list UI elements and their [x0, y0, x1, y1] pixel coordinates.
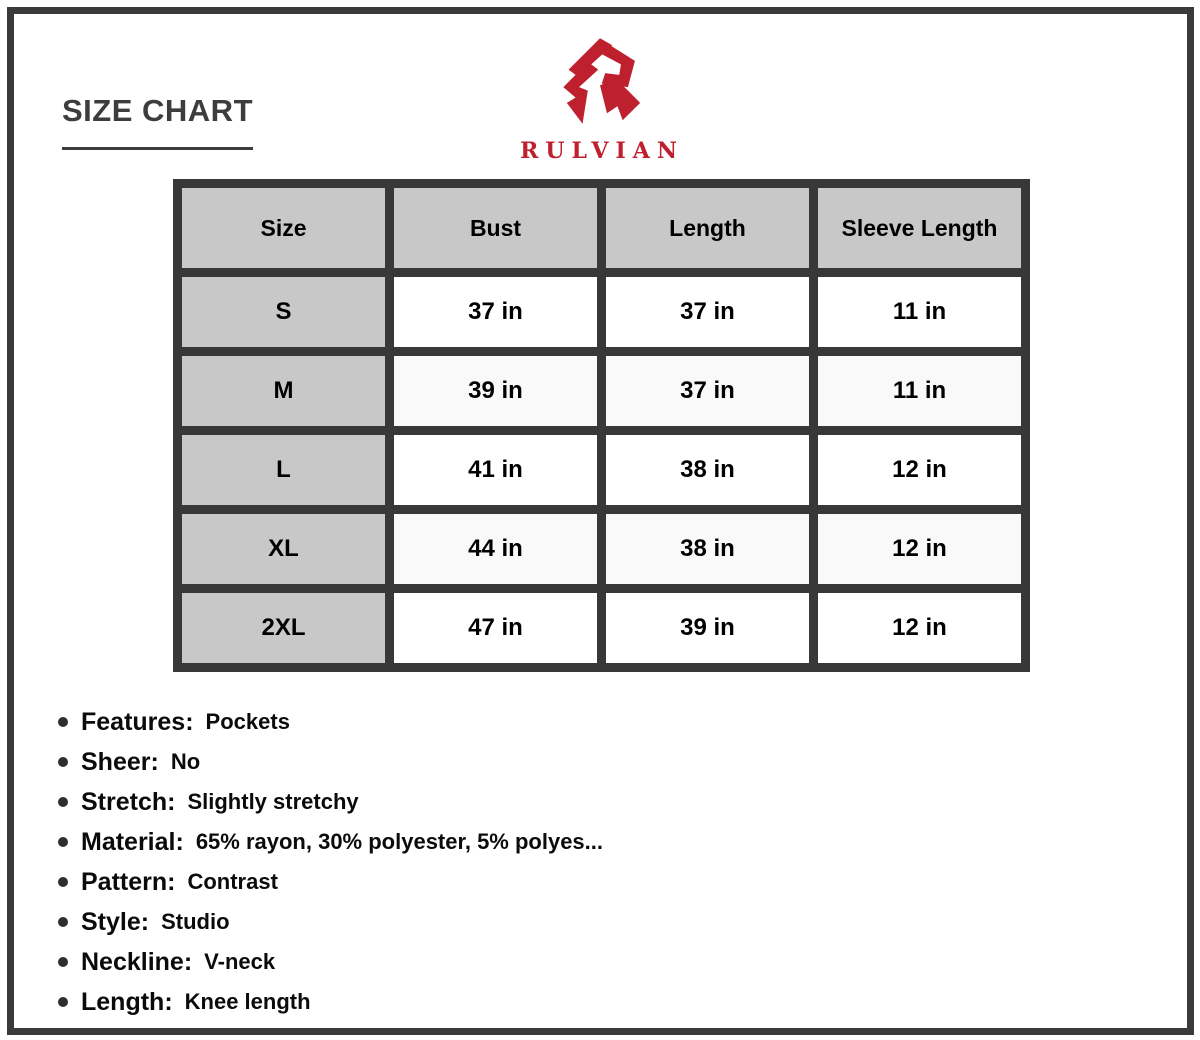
sleeve-length-cell: 12 in	[818, 593, 1021, 663]
column-header-length: Length	[606, 188, 809, 268]
detail-value: Contrast	[187, 869, 278, 894]
table-row-m	[182, 356, 1021, 426]
table-header-row	[182, 188, 1021, 268]
detail-value: Studio	[161, 909, 230, 934]
length-cell: 37 in	[606, 356, 809, 426]
bust-cell: 39 in	[394, 356, 597, 426]
sleeve-length-cell: 11 in	[818, 277, 1021, 347]
size-chart-table	[173, 179, 1030, 672]
sleeve-length-cell: 12 in	[818, 514, 1021, 584]
bullet-icon	[58, 717, 68, 727]
bullet-icon	[58, 917, 68, 927]
bullet-icon	[58, 957, 68, 967]
table-row-2xl	[182, 593, 1021, 663]
size-row-header: L	[182, 435, 385, 505]
bust-cell: 37 in	[394, 277, 597, 347]
detail-label: Sheer:	[81, 747, 159, 776]
brand-name: RULVIAN	[520, 138, 684, 164]
page-title: SIZE CHART	[62, 93, 253, 128]
product-details-list	[58, 702, 603, 1022]
detail-item-stretch	[58, 782, 603, 822]
detail-value: Slightly stretchy	[187, 789, 359, 814]
rulvian-logo-icon	[556, 33, 644, 129]
bullet-icon	[58, 877, 68, 887]
detail-label: Stretch:	[81, 787, 176, 816]
column-header-sleeve-length: Sleeve Length	[818, 188, 1021, 268]
detail-label: Length:	[81, 987, 173, 1016]
size-row-header: 2XL	[182, 593, 385, 663]
detail-label: Material:	[81, 827, 184, 856]
bullet-icon	[58, 757, 68, 767]
detail-value: No	[170, 749, 201, 774]
table-row-l	[182, 435, 1021, 505]
detail-item-material	[58, 822, 603, 862]
detail-item-neckline	[58, 942, 603, 982]
size-row-header: M	[182, 356, 385, 426]
detail-item-features	[58, 702, 603, 742]
bust-cell: 44 in	[394, 514, 597, 584]
size-row-header: XL	[182, 514, 385, 584]
size-row-header: S	[182, 277, 385, 347]
table-row-xl	[182, 514, 1021, 584]
column-header-size: Size	[182, 188, 385, 268]
bullet-icon	[58, 997, 68, 1007]
detail-label: Pattern:	[81, 867, 176, 896]
column-header-bust: Bust	[394, 188, 597, 268]
sleeve-length-cell: 11 in	[818, 356, 1021, 426]
bullet-icon	[58, 797, 68, 807]
detail-label: Features:	[81, 707, 194, 736]
table-row-s	[182, 277, 1021, 347]
length-cell: 37 in	[606, 277, 809, 347]
detail-item-pattern	[58, 862, 603, 902]
sleeve-length-cell: 12 in	[818, 435, 1021, 505]
detail-value: Pockets	[205, 709, 290, 734]
bullet-icon	[58, 837, 68, 847]
detail-value: V-neck	[204, 949, 276, 974]
detail-label: Neckline:	[81, 947, 193, 976]
detail-value: 65% rayon, 30% polyester, 5% polyes...	[195, 829, 604, 854]
bust-cell: 41 in	[394, 435, 597, 505]
detail-label: Style:	[81, 907, 150, 936]
length-cell: 38 in	[606, 435, 809, 505]
detail-item-sheer	[58, 742, 603, 782]
detail-value: Knee length	[184, 989, 311, 1014]
length-cell: 39 in	[606, 593, 809, 663]
brand-block	[0, 33, 1200, 164]
detail-item-length	[58, 982, 603, 1022]
detail-item-style	[58, 902, 603, 942]
length-cell: 38 in	[606, 514, 809, 584]
bust-cell: 47 in	[394, 593, 597, 663]
